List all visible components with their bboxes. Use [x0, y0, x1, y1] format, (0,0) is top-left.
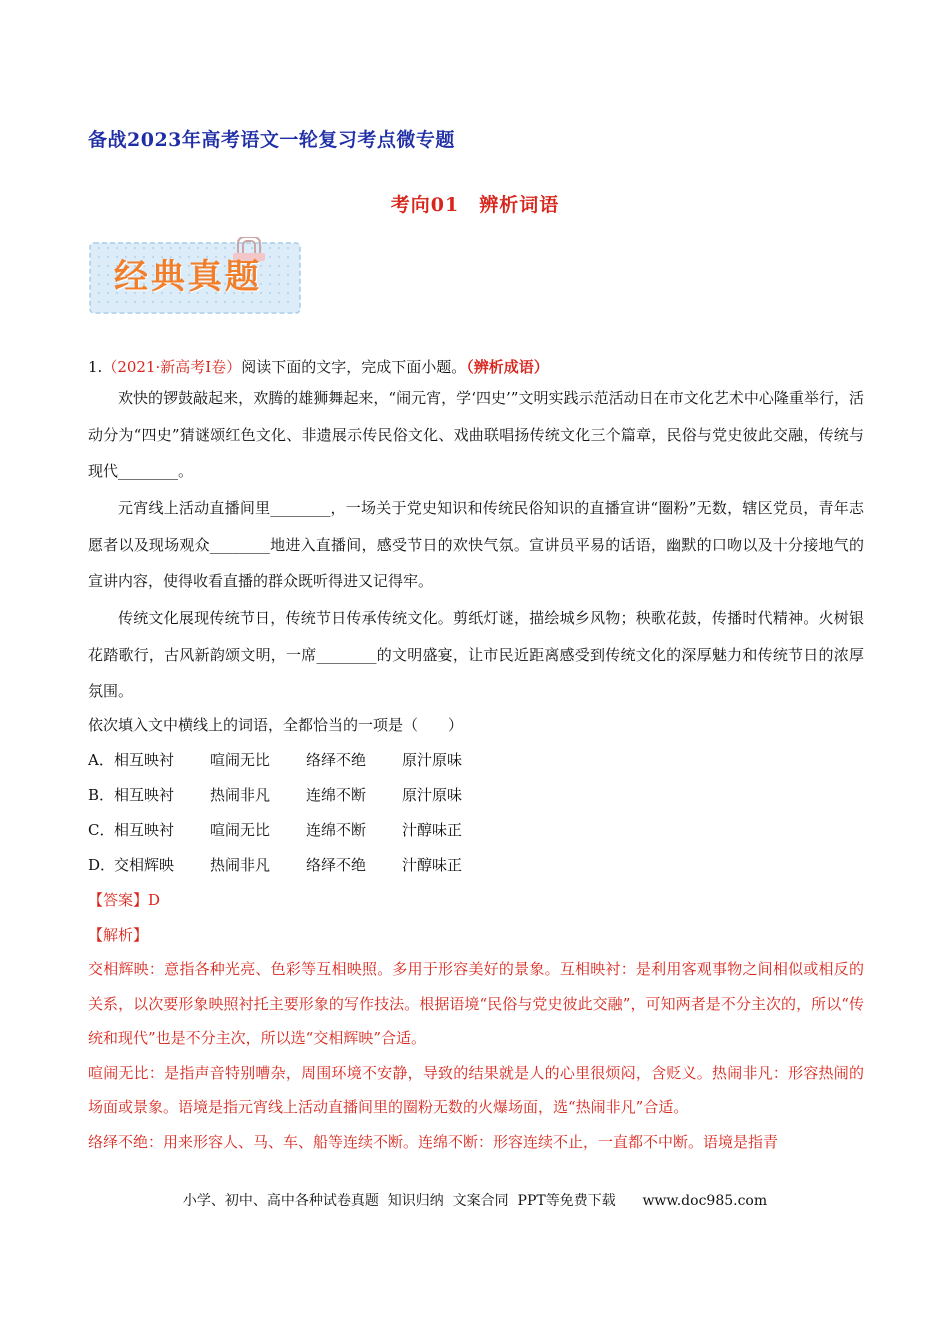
analysis-paragraph-2: 喧闹无比：是指声音特别嘈杂，周围环境不安静，导致的结果就是人的心里很烦闷，含贬义。热闹非凡：形容热闹的场面或景象。语境是指元宵线上活动直播间里的圈粉无数的火爆场面，选“热闹非凡”合适。: [88, 1063, 864, 1116]
option-word: 汁醇味正: [402, 856, 463, 874]
option-label: B．: [88, 786, 115, 804]
page-footer: 小学、初中、高中各种试卷真题 知识归纳 文案合同 PPT等免费下载 www.doc985.com: [182, 1193, 768, 1209]
option-word: 喧闹无比: [210, 751, 271, 769]
series-title: 备战2023年高考语文一轮复习考点微专题: [88, 129, 455, 151]
question-header: [88, 356, 549, 377]
section-banner: [88, 237, 306, 317]
question-source: （2021·新高考I卷）: [102, 358, 242, 376]
question-number: 1.: [88, 358, 103, 376]
question-tag: （辨析成语）: [466, 358, 549, 376]
option-word: 汁醇味正: [402, 821, 463, 839]
option-word: 喧闹无比: [210, 821, 271, 839]
answer-options: [88, 743, 498, 883]
option-word: 热闹非凡: [210, 786, 271, 804]
passage-paragraph-1: 欢快的锣鼓敲起来，欢腾的雄狮舞起来，“闹元宵，学‘四史’”文明实践示范活动日在市文化艺术中心隆重举行，活动分为“四史”猜谜颂红色文化、非遗展示传民俗文化、戏曲联唱扬传统文化三个篇章，民俗与党史彼此交融，传统与现代________。: [88, 389, 864, 480]
option-b: [88, 778, 498, 813]
question-instruction: 依次填入文中横线上的词语，全都恰当的一项是（ ）: [88, 716, 464, 734]
answer-value: D: [148, 891, 161, 909]
option-word: 络绎不绝: [306, 856, 367, 874]
analysis-paragraph-3: 络绎不绝：用来形容人、马、车、船等连续不断。连绵不断：形容连续不止，一直都不中断。语境是指青: [88, 1132, 779, 1151]
option-word: 原汁原味: [402, 751, 463, 769]
banner-label: 经典真题: [114, 257, 262, 297]
option-label: A．: [88, 751, 114, 769]
option-word: 连绵不断: [306, 786, 367, 804]
option-word: 交相辉映: [114, 856, 175, 874]
option-word: 热闹非凡: [210, 856, 271, 874]
passage-paragraph-3: 传统文化展现传统节日，传统节日传承传统文化。剪纸灯谜，描绘城乡风物；秧歌花鼓，传播时代精神。火树银花踏歌行，古风新韵颂文明，一席________的文明盛宴，让市民近距离感受到传统文化的深厚魅力和传统节日的浓厚氛围。: [88, 609, 864, 700]
topic-title: 考向01 辨析词语: [390, 194, 560, 216]
option-label: C．: [88, 821, 115, 839]
analysis-body: [88, 952, 864, 1159]
option-word: 连绵不断: [306, 821, 367, 839]
answer-label: 【答案】: [88, 891, 149, 909]
option-a: [88, 743, 498, 778]
passage-paragraph-2: 元宵线上活动直播间里________，一场关于党史知识和传统民俗知识的直播宣讲“圈粉”无数，辖区党员，青年志愿者以及现场观众________地进入直播间，感受节日的欢快气氛。宣讲员平易的话语，幽默的口吻以及十分接地气的宣讲内容，使得收看直播的群众既听得进又记得牢。: [88, 499, 864, 590]
option-word: 相互映衬: [114, 751, 175, 769]
option-word: 络绎不绝: [306, 751, 367, 769]
analysis-label: 【解析】: [88, 926, 149, 944]
question-prompt: 阅读下面的文字，完成下面小题。: [241, 358, 467, 376]
option-label: D．: [88, 856, 116, 874]
option-c: [88, 813, 498, 848]
option-word: 相互映衬: [114, 821, 175, 839]
option-word: 相互映衬: [114, 786, 175, 804]
option-word: 原汁原味: [402, 786, 463, 804]
option-d: [88, 848, 498, 883]
analysis-paragraph-1: 交相辉映：意指各种光亮、色彩等互相映照。多用于形容美好的景象。互相映衬：是利用客观事物之间相似或相反的关系，以次要形象映照衬托主要形象的写作技法。根据语境“民俗与党史彼此交融”，可知两者是不分主次的，所以“传统和现代”也是不分主次，所以选“交相辉映”合适。: [88, 960, 864, 1047]
answer-line: [88, 883, 160, 917]
